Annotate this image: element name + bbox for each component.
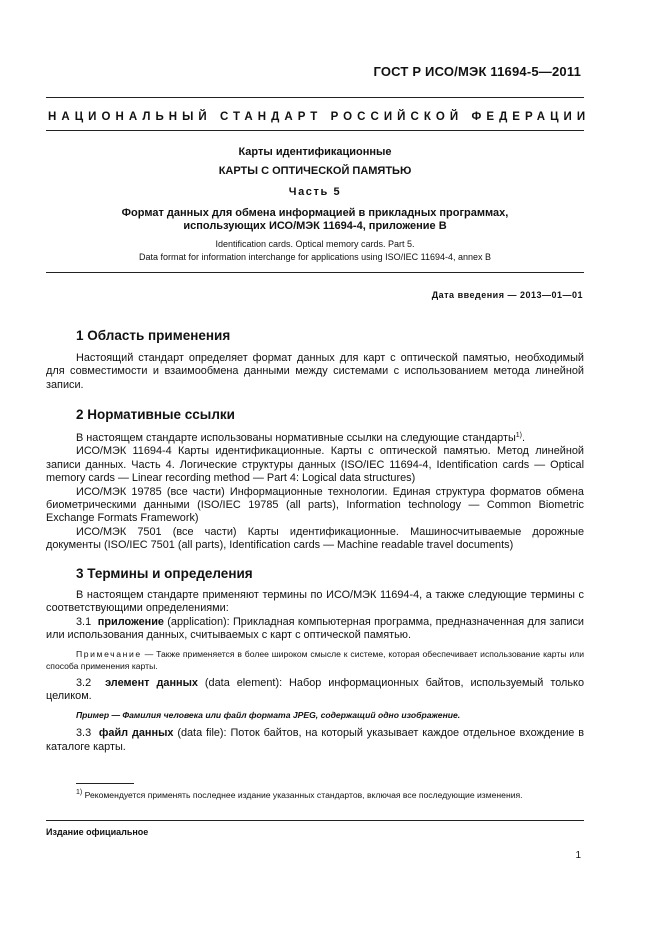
term-number: 3.2 (76, 676, 92, 689)
term-definition: (data element): Набор информационных байтов, используемый только целиком. (46, 676, 584, 703)
standard-number: ГОСТ Р ИСО/МЭК 11694-5—2011 (373, 64, 581, 79)
reference-11694-4: ИСО/МЭК 11694-4 Карты идентификационные. Карты с оптической памятью. Метод линейной записи данных. Часть 4. Логические структуры данных (ISO/IEC 11694-4, Identification cards — Optical memory cards — Linear recording method — Part 4: Logical data structures) (46, 445, 584, 485)
title-english2: Data format for information interchange for applications using ISO/IEC 11694-4, annex B (138, 252, 492, 262)
title-sub2: использующих ИСО/МЭК 11694-4, приложение В (183, 220, 447, 232)
section-2-intro (46, 432, 584, 445)
note-label: Примечание (76, 648, 142, 659)
section-3-body (46, 589, 584, 754)
header-rule (46, 97, 584, 98)
term-3-1 (46, 616, 584, 643)
section-3-heading: 3 Термины и определения (76, 566, 253, 581)
term-number: 3.1 (76, 615, 92, 628)
note (46, 648, 584, 672)
title-rule (46, 272, 584, 273)
section-3-intro: В настоящем стандарте применяют термины по ИСО/МЭК 11694-4, а также следующие термины с соответствующими определениями: (46, 589, 584, 615)
section-2-body (46, 432, 584, 553)
note-text: — Также применяется в более широком смысле к системе, которая обеспечивает использование карты или способа применения карты. (46, 648, 584, 671)
section-1-text: Настоящий стандарт определяет формат данных для карт с оптической памятью, необходимый для совместимости и взаимообмена данными между системами с использованием метода линейной записи. (46, 352, 584, 391)
term-number: 3.3 (76, 727, 92, 740)
footnote (46, 789, 584, 801)
intro-date: Дата введения — 2013—01—01 (431, 290, 583, 300)
header-rule-bottom (46, 130, 584, 131)
national-standard-banner: НАЦИОНАЛЬНЫЙ СТАНДАРТ РОССИЙСКОЙ ФЕДЕРАЦИИ (48, 111, 591, 123)
term-name: приложение (97, 615, 164, 628)
title-line2: КАРТЫ С ОПТИЧЕСКОЙ ПАМЯТЬЮ (218, 165, 412, 177)
example: Пример — Фамилия человека или файл формата JPEG, содержащий одно изображение. (76, 710, 461, 721)
footnote-text-line (46, 789, 584, 801)
term-definition: (application): Прикладная компьютерная программа, предназначенная для записи или использования данных, считываемых с карт с оптической памятью. (46, 615, 584, 642)
reference-7501: ИСО/МЭК 7501 (все части) Карты идентификационные. Машиносчитываемые дорожные документы (ISO/IEC 7501 (all parts), Identification cards — Machine readable travel documents) (46, 525, 584, 552)
section-2-intro-end: . (522, 432, 526, 444)
section-2-heading: 2 Нормативные ссылки (76, 407, 235, 422)
footnote-mark: 1) (76, 789, 83, 796)
footnote-reference: 1) (515, 432, 523, 439)
term-definition: (data file): Поток байтов, на который указывает каждое отдельное вхождение в каталоге карты. (46, 727, 585, 753)
term-3-3 (46, 727, 584, 754)
page-number: 1 (575, 850, 581, 861)
term-3-2 (46, 677, 584, 704)
section-1-heading: 1 Область применения (76, 328, 231, 343)
footer-rule (46, 820, 584, 821)
footnote-text: Рекомендуется применять последнее издание указанных стандартов, включая все последующие изменения. (82, 790, 523, 800)
edition-label: Издание официальное (46, 827, 149, 837)
title-english1: Identification cards. Optical memory cards. Part 5. (215, 239, 415, 249)
section-1-body (46, 352, 584, 392)
footnote-separator (76, 783, 134, 784)
reference-19785: ИСО/МЭК 19785 (все части) Информационные технологии. Единая структура форматов обмена биометрическими данными (ISO/IEC 19785 (all parts), Information technology — Common Biometric Exchange Formats Framework) (46, 485, 584, 525)
term-name: файл данных (98, 727, 174, 740)
title-sub1: Формат данных для обмена информацией в прикладных программах, (121, 207, 509, 219)
section-2-intro-text: В настоящем стандарте использованы нормативные ссылки на следующие стандарты (76, 432, 516, 444)
term-name: элемент данных (105, 676, 198, 689)
title-part: Часть 5 (288, 186, 342, 198)
title-line1: Карты идентификационные (238, 146, 392, 158)
